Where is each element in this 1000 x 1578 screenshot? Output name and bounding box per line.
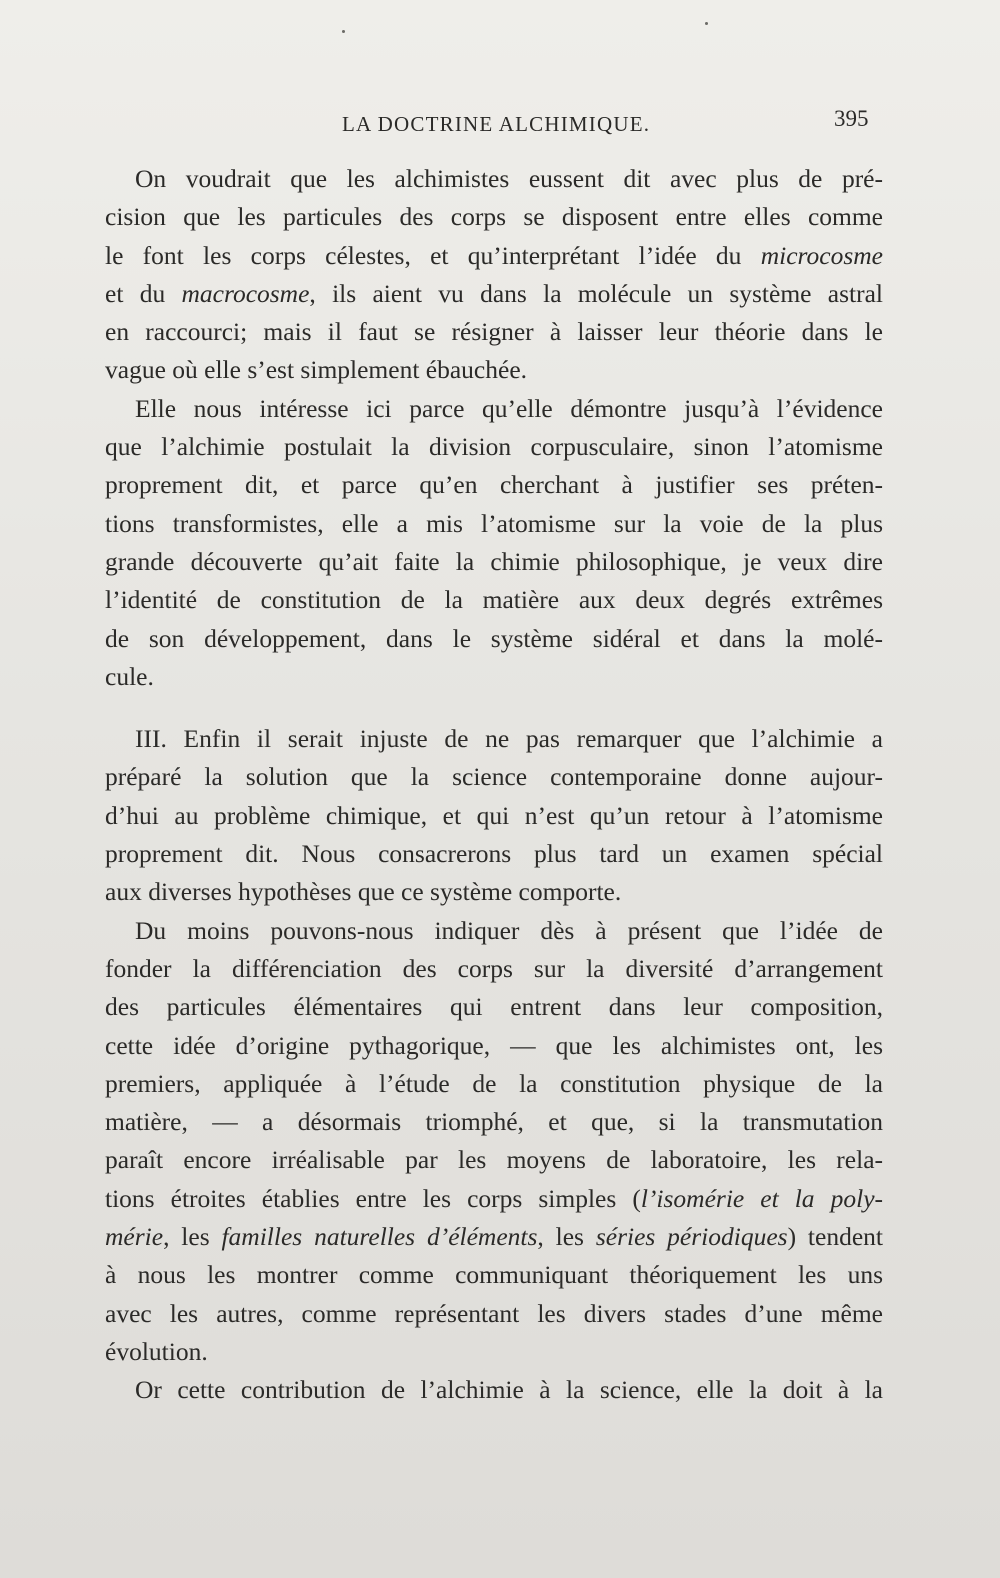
text-line: l’identité de constitution de la matière aux deux degrés extrêmes (105, 585, 883, 615)
text-line: et du macrocosme, ils aient vu dans la molécule un système astral (105, 278, 883, 308)
text-line: préparé la solution que la science contemporaine donne aujour- (105, 762, 883, 792)
text-line: mérie, les familles naturelles d’éléments, les séries périodiques) tendent (105, 1222, 883, 1252)
text-line: aux diverses hypothèses que ce système comporte. (105, 877, 622, 907)
body-text (105, 160, 883, 1410)
text-line: d’hui au problème chimique, et qui n’est qu’un retour à l’atomisme (105, 800, 883, 830)
text-line: que l’alchimie postulait la division corpusculaire, sinon l’atomisme (105, 432, 883, 462)
text-line: tions étroites établies entre les corps simples (l’isomérie et la poly- (105, 1183, 884, 1213)
text-line: proprement dit, et parce qu’en cherchant à justifier ses préten- (105, 470, 883, 500)
text-line: le font les corps célestes, et qu’interprétant l’idée du microcosme (105, 240, 883, 270)
text-line: vague où elle s’est simplement ébauchée. (105, 355, 528, 385)
text-line: de son développement, dans le système sidéral et dans la molé- (105, 623, 883, 653)
text-line: à nous les montrer comme communiquant théoriquement les uns (105, 1260, 883, 1290)
running-title: LA DOCTRINE ALCHIMIQUE. (342, 112, 651, 136)
text-line: grande découverte qu’ait faite la chimie philosophique, je veux dire (105, 546, 883, 576)
text-line: Elle nous intéresse ici parce qu’elle démontre jusqu’à l’évidence (135, 393, 883, 423)
text-line: évolution. (105, 1336, 208, 1366)
text-line: III. Enfin il serait injuste de ne pas remarquer que l’alchimie a (135, 724, 883, 754)
text-line: Or cette contribution de l’alchimie à la science, elle la doit à la (135, 1375, 883, 1405)
text-line: avec les autres, comme représentant les divers stades d’une même (105, 1298, 883, 1328)
text-line: matière, — a désormais triomphé, et que, si la transmutation (105, 1107, 883, 1137)
text-line: fonder la différenciation des corps sur la diversité d’arrangement (105, 953, 883, 983)
text-line: des particules élémentaires qui entrent dans leur composition, (105, 992, 883, 1022)
text-line: cision que les particules des corps se disposent entre elles comme (105, 202, 883, 232)
text-line: On voudrait que les alchimistes eussent dit avec plus de pré- (135, 164, 883, 193)
running-header (0, 106, 1000, 142)
text-line: en raccourci; mais il faut se résigner à laisser leur théorie dans le (105, 317, 883, 347)
ink-speck (705, 22, 708, 25)
section-break (105, 696, 883, 720)
text-line: premiers, appliquée à l’étude de la constitution physique de la (105, 1068, 883, 1098)
text-line: cule. (105, 661, 154, 691)
text-line: paraît encore irréalisable par les moyens de laboratoire, les rela- (105, 1145, 883, 1175)
text-line: tions transformistes, elle a mis l’atomisme sur la voie de la plus (105, 508, 883, 538)
page-number: 395 (834, 106, 869, 131)
ink-speck (342, 30, 345, 33)
text-line: proprement dit. Nous consacrerons plus tard un examen spécial (105, 839, 883, 869)
text-line: cette idée d’origine pythagorique, — que les alchimistes ont, les (105, 1030, 883, 1060)
text-line: Du moins pouvons-nous indiquer dès à présent que l’idée de (135, 915, 883, 945)
